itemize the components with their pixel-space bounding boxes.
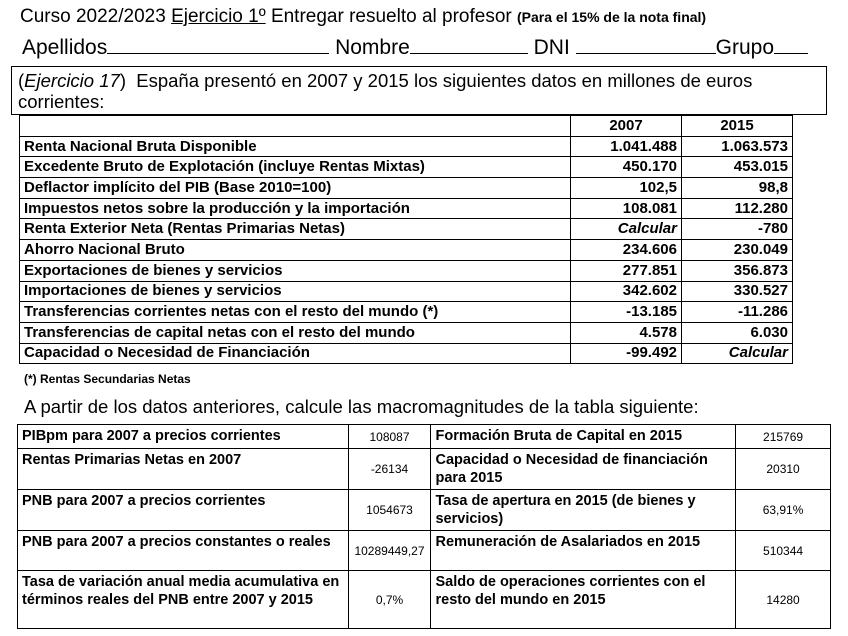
exercise-label: Ejercicio 1º [171,6,266,27]
answer-value[interactable]: 0,7% [348,571,431,629]
header-2015: 2015 [682,116,793,137]
answer-value[interactable]: 10289449,27 [348,531,431,571]
group-blank[interactable] [774,35,808,54]
document-header [20,6,706,28]
group-label: Grupo [715,36,775,59]
exercise-reference: Ejercicio 17 [24,70,120,91]
answer-value[interactable]: 510344 [736,531,831,571]
answer-row: PNB para 2007 a precios constantes o reales 10289449,27 Remuneración de Asalariados en 2015 510344 [18,531,831,571]
table-row: Transferencias de capital netas con el resto del mundo 4.578 6.030 [20,322,793,343]
table-row: Importaciones de bienes y servicios 342.602 330.527 [20,281,793,302]
table-row: Renta Exterior Neta (Rentas Primarias Netas) Calcular -780 [20,219,793,240]
exercise-statement: (Ejercicio 17) España presentó en 2007 y 2015 los siguientes datos en millones de euros corrientes: [11,66,827,115]
statement-text: España presentó en 2007 y 2015 los siguientes datos en millones de euros corrientes: [18,70,753,112]
answers-heading: A partir de los datos anteriores, calcule las macromagnitudes de la tabla siguiente: [24,396,699,417]
answer-row: Rentas Primarias Netas en 2007 -26134 Capacidad o Necesidad de financiación para 2015 20310 [18,449,831,490]
table-row: Renta Nacional Bruta Disponible 1.041.488 1.063.573 [20,136,793,157]
table-footnote: (*) Rentas Secundarias Netas [24,372,191,386]
table-row: Ahorro Nacional Bruto 234.606 230.049 [20,240,793,261]
data-table [19,115,793,364]
id-label: DNI [533,36,570,59]
answer-row: PNB para 2007 a precios corrientes 1054673 Tasa de apertura en 2015 (de bienes y servicios) 63,91% [18,490,831,531]
table-header-row [20,116,793,137]
answer-value[interactable]: -26134 [348,449,431,490]
table-row: Transferencias corrientes netas con el resto del mundo (*) -13.185 -11.286 [20,302,793,323]
answer-row: Tasa de variación anual media acumulativa en términos reales del PNB entre 2007 y 2015 0,7% Saldo de operaciones corrientes con el resto del mundo en 2015 14280 [18,571,831,629]
course-label: Curso 2022/2023 [20,6,166,27]
grade-note: (Para el 15% de la nota final) [517,9,707,25]
surname-blank[interactable] [107,35,329,54]
answer-value[interactable]: 108087 [348,425,431,449]
table-row: Exportaciones de bienes y servicios 277.851 356.873 [20,260,793,281]
answer-value[interactable]: 14280 [736,571,831,629]
answer-value[interactable]: 20310 [736,449,831,490]
table-row: Deflactor implícito del PIB (Base 2010=100) 102,5 98,8 [20,178,793,199]
answer-row: PIBpm para 2007 a precios corrientes 108087 Formación Bruta de Capital en 2015 215769 [18,425,831,449]
table-row: Impuestos netos sobre la producción y la importación 108.081 112.280 [20,198,793,219]
table-row: Capacidad o Necesidad de Financiación -99.492 Calcular [20,343,793,364]
surname-label: Apellidos [22,36,108,59]
name-blank[interactable] [410,35,528,54]
id-blank[interactable] [576,35,716,54]
header-2007: 2007 [571,116,682,137]
student-fields [22,35,808,60]
instruction-text: Entregar resuelto al profesor [270,6,512,27]
answers-table [17,424,831,629]
answer-value[interactable]: 63,91% [736,490,831,531]
name-label: Nombre [335,36,410,59]
table-row: Excedente Bruto de Explotación (incluye Rentas Mixtas) 450.170 453.015 [20,157,793,178]
answer-value[interactable]: 1054673 [348,490,431,531]
answer-value[interactable]: 215769 [736,425,831,449]
